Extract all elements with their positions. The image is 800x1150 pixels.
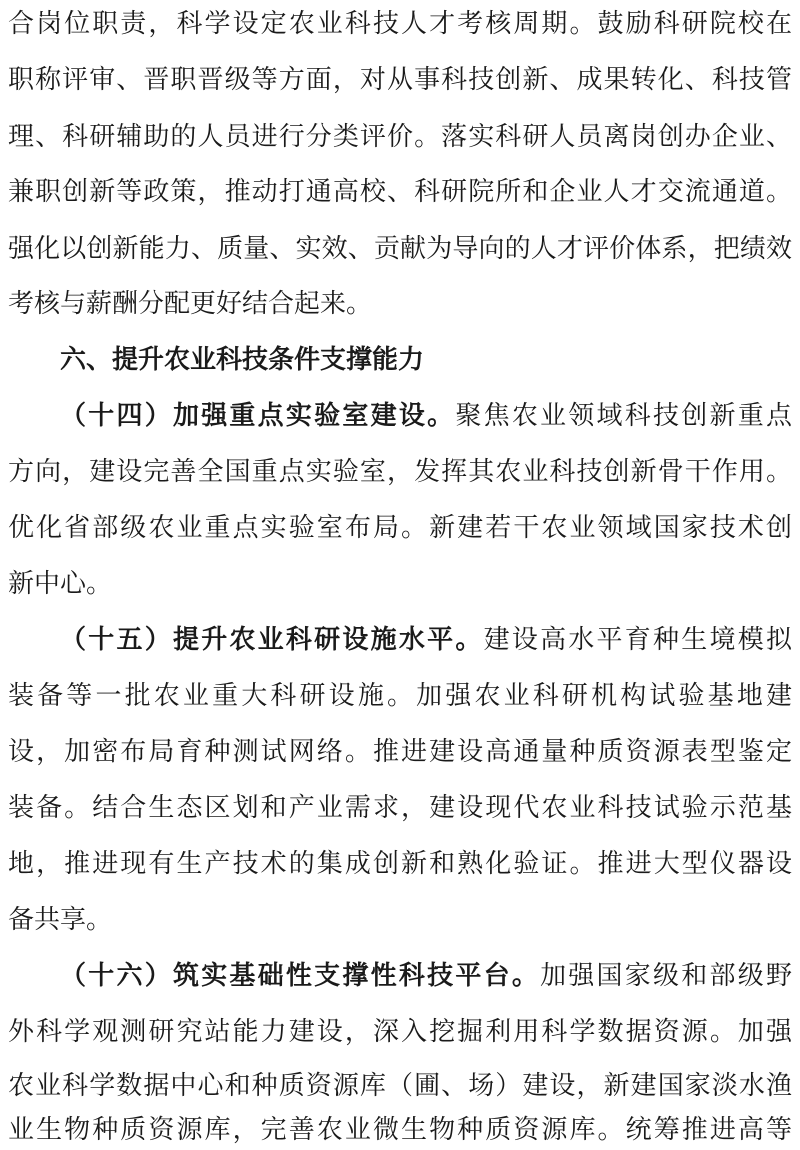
section-heading: 六、提升农业科技条件支撑能力 xyxy=(60,345,425,375)
paragraph-line: 地，推进现有生产技术的集成创新和熟化验证。推进大型仪器设 xyxy=(8,849,792,879)
paragraph-line: 兼职创新等政策，推动打通高校、科研院所和企业人才交流通道。 xyxy=(8,177,792,207)
paragraph-line: 强化以创新能力、质量、实效、贡献为导向的人才评价体系，把绩效 xyxy=(8,234,792,264)
paragraph-line: 新中心。 xyxy=(8,569,113,599)
paragraph-line: 职称评审、晋职晋级等方面，对从事科技创新、成果转化、科技管 xyxy=(8,65,792,95)
paragraph-line: （十六）筑实基础性支撑性科技平台。加强国家级和部级野 xyxy=(60,961,792,991)
paragraph-line: 理、科研辅助的人员进行分类评价。落实科研人员离岗创办企业、 xyxy=(8,122,792,152)
paragraph-line: 考核与薪酬分配更好结合起来。 xyxy=(8,289,373,319)
paragraph-line: 外科学观测研究站能力建设，深入挖掘利用科学数据资源。加强 xyxy=(8,1017,792,1047)
paragraph-line: （十四）加强重点实验室建设。聚焦农业领域科技创新重点 xyxy=(60,401,792,431)
paragraph-line: 设，加密布局育种测试网络。推进建设高通量种质资源表型鉴定 xyxy=(8,737,792,767)
paragraph-line: 装备等一批农业重大科研设施。加强农业科研机构试验基地建 xyxy=(8,681,792,711)
paragraph-line: （十五）提升农业科研设施水平。建设高水平育种生境模拟 xyxy=(60,625,792,655)
paragraph-line: 业生物种质资源库，完善农业微生物种质资源库。统筹推进高等 xyxy=(8,1115,792,1145)
paragraph-line: 备共享。 xyxy=(8,905,113,935)
subsection-title: （十五）提升农业科研设施水平。 xyxy=(60,625,484,655)
paragraph-line: 装备。结合生态区划和产业需求，建设现代农业科技试验示范基 xyxy=(8,793,792,823)
subsection-title: （十六）筑实基础性支撑性科技平台。 xyxy=(60,961,541,991)
paragraph-line: 农业科学数据中心和种质资源库（圃、场）建设，新建国家淡水渔 xyxy=(8,1071,792,1101)
subsection-title: （十四）加强重点实验室建设。 xyxy=(60,401,456,431)
paragraph-line: 方向，建设完善全国重点实验室，发挥其农业科技创新骨干作用。 xyxy=(8,457,792,487)
paragraph-line: 优化省部级农业重点实验室布局。新建若干农业领域国家技术创 xyxy=(8,513,792,543)
paragraph-line: 合岗位职责，科学设定农业科技人才考核周期。鼓励科研院校在 xyxy=(8,9,792,39)
